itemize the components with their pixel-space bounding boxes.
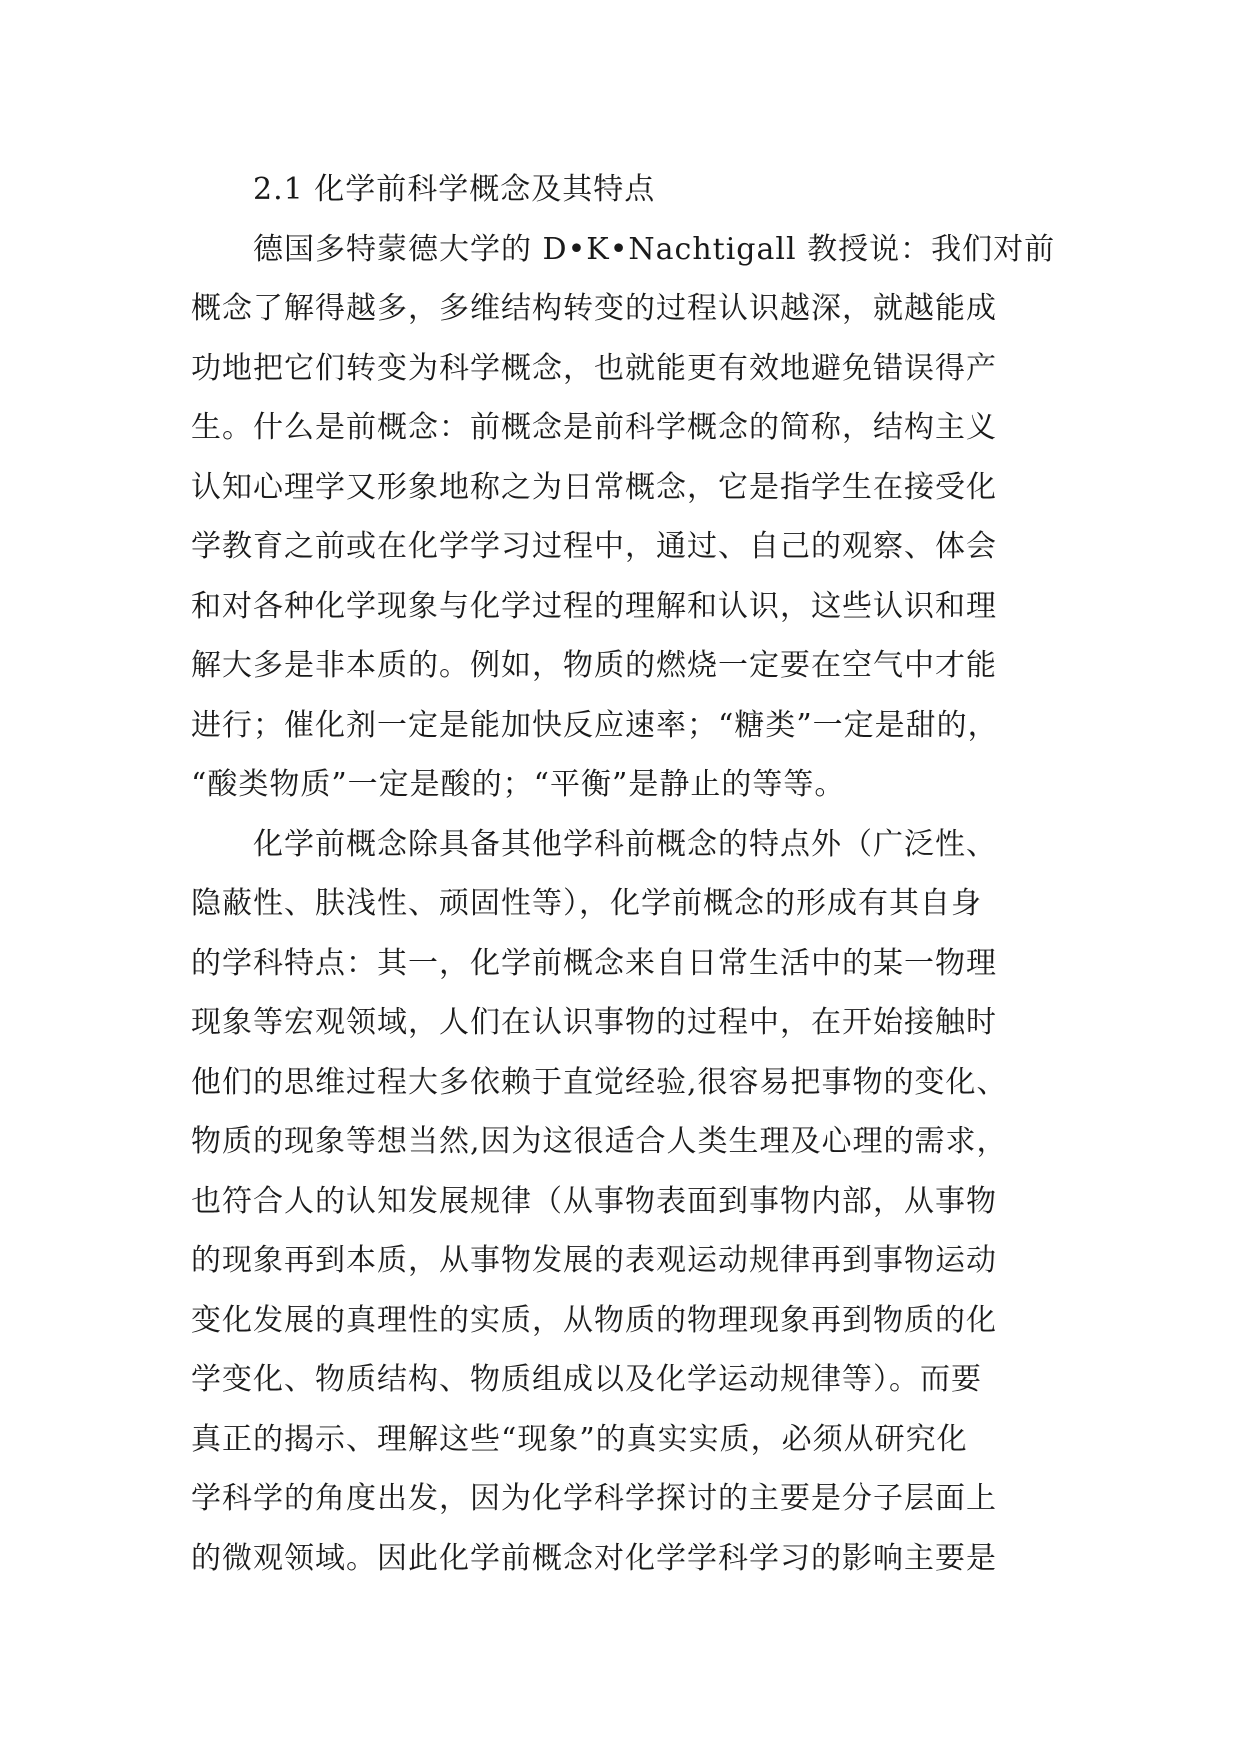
- text-line: 学教育之前或在化学学习过程中，通过、自己的观察、体会: [191, 529, 997, 564]
- text-line: 也符合人的认知发展规律（从事物表面到事物内部，从事物: [191, 1183, 997, 1219]
- text-line: 的现象再到本质，从事物发展的表观运动规律再到事物运动: [191, 1243, 997, 1278]
- text-line: 德国多特蒙德大学的 D•K•Nachtigall 教授说：我们对前: [191, 231, 1056, 267]
- text-line: 功地把它们转变为科学概念，也就能更有效地避免错误得产: [191, 350, 997, 386]
- text-line: 化学前概念除具备其他学科前概念的特点外（广泛性、: [191, 826, 997, 862]
- text-line: 概念了解得越多，多维结构转变的过程认识越深，就越能成: [191, 291, 997, 326]
- text-line: 的微观领域。因此化学前概念对化学学科学习的影响主要是: [191, 1540, 997, 1576]
- text-line: “酸类物质”一定是酸的；“平衡”是静止的等等。: [191, 767, 846, 802]
- text-line: 学科学的角度出发，因为化学科学探讨的主要是分子层面上: [191, 1481, 997, 1516]
- text-line: 生。什么是前概念：前概念是前科学概念的简称，结构主义: [191, 410, 997, 445]
- text-line: 现象等宏观领域，人们在认识事物的过程中，在开始接触时: [191, 1005, 997, 1040]
- text-line: 的学科特点：其一，化学前概念来自日常生活中的某一物理: [191, 945, 997, 981]
- text-line: 认知心理学又形象地称之为日常概念，它是指学生在接受化: [191, 469, 997, 505]
- text-line: 物质的现象等想当然,因为这很适合人类生理及心理的需求，: [191, 1124, 1008, 1159]
- text-line: 解大多是非本质的。例如，物质的燃烧一定要在空气中才能: [191, 648, 997, 683]
- text-line: 和对各种化学现象与化学过程的理解和认识，这些认识和理: [191, 588, 997, 624]
- text-line: 真正的揭示、理解这些“现象”的真实实质，必须从研究化: [191, 1421, 968, 1457]
- text-line: 隐蔽性、肤浅性、顽固性等），化学前概念的形成有其自身: [191, 886, 982, 921]
- text-line: 变化发展的真理性的实质，从物质的物理现象再到物质的化: [191, 1302, 997, 1338]
- section-heading: 2.1 化学前科学概念及其特点: [191, 172, 656, 207]
- text-line: 他们的思维过程大多依赖于直觉经验,很容易把事物的变化、: [191, 1064, 1008, 1100]
- text-line: 学变化、物质结构、物质组成以及化学运动规律等）。而要: [191, 1362, 982, 1397]
- body-text: [191, 160, 1071, 1588]
- text-line: 进行；催化剂一定是能加快反应速率；“糖类”一定是甜的，: [191, 707, 999, 743]
